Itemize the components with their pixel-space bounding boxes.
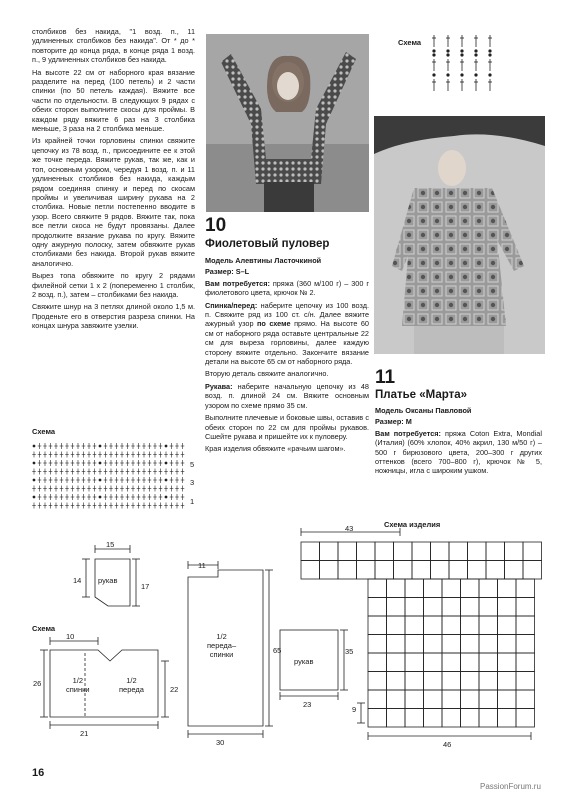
motif-square <box>405 598 424 617</box>
motif-square <box>405 672 424 691</box>
model-11-needs: Вам потребуется: пряжа Coton Extra, Mondial (Италия) (60% хлопок, 40% акрил, 130 м/50 г) – 500 г бирюзового цвета, 200–300 г других оттенков (всего 700–800 г), крючок № 5, ножницы, игла с широким ушком. <box>375 428 542 476</box>
dim-11: 11 <box>198 561 206 570</box>
motif-square <box>368 672 387 691</box>
model-10-second: Вторую деталь свяжите аналогично. <box>205 369 329 379</box>
motif-square <box>479 690 498 709</box>
motif-square <box>424 598 443 617</box>
motif-square <box>461 653 480 672</box>
schema-pattern-label: Схема <box>32 624 56 633</box>
photo-model-10 <box>206 34 369 212</box>
motif-square <box>387 709 406 728</box>
motif-square <box>505 561 524 580</box>
motif-square <box>468 542 487 561</box>
paragraph: Свяжите шнур на 3 петлях длиной около 1,5 м. Проденьте его в отверстия разреза спинки. На концах шнура завяжите узелки. <box>32 302 195 331</box>
schema-top-label: Схема <box>398 38 422 47</box>
chain-stitch-mark <box>165 496 167 498</box>
motif-square <box>486 561 505 580</box>
motif-square <box>424 635 443 654</box>
motif-square <box>479 653 498 672</box>
dim-43: 43 <box>345 524 354 533</box>
motif-square <box>516 672 535 691</box>
motif-square <box>442 579 461 598</box>
pattern-right-grid <box>295 520 555 745</box>
motif-square <box>357 561 376 580</box>
motif-square <box>516 653 535 672</box>
dim-30: 30 <box>216 738 225 747</box>
paragraph: столбиков без накида, "1 возд. п., 11 удлиненных столбиков без накида". От * до * повторите до конца ряда, в конце ряда 1 возд. п., 9 удлиненных столбиков без накида. <box>32 27 195 65</box>
motif-square <box>516 616 535 635</box>
motif-square <box>368 653 387 672</box>
motif-square <box>442 690 461 709</box>
model-10-sleeves: Рукава: наберите начальную цепочку из 48 возд. п. длиной 24 см. Вяжите основным узором по схеме прямо 35 см. <box>205 381 369 410</box>
model-10-needs: Вам потребуется: пряжа (360 м/100 г) – 300 г фиолетового цвета, крючок № 2. <box>205 278 369 298</box>
model-11-author: Модель Оксаны Павловой <box>375 406 472 415</box>
model-10-number: 10 <box>205 215 227 236</box>
motif-square <box>387 672 406 691</box>
motif-square <box>368 709 387 728</box>
motif-square <box>498 598 517 617</box>
motif-square <box>387 598 406 617</box>
chain-stitch-mark <box>33 496 35 498</box>
model-10-text <box>205 256 369 457</box>
front-half-label: 1/2 переда <box>119 676 144 694</box>
motif-square <box>449 561 468 580</box>
motif-square <box>498 709 517 728</box>
photo-model-11 <box>374 116 545 354</box>
motif-square <box>498 672 517 691</box>
dim-35: 35 <box>345 647 354 656</box>
chain-stitch-mark <box>165 462 167 464</box>
motif-square <box>320 561 339 580</box>
motif-square <box>387 690 406 709</box>
motif-square <box>387 653 406 672</box>
motif-square <box>516 635 535 654</box>
motif-square <box>301 561 320 580</box>
motif-square <box>449 542 468 561</box>
motif-square <box>461 616 480 635</box>
schema-left-chart <box>32 441 202 513</box>
schema-product-label: Схема изделия <box>384 520 441 529</box>
chain-stitch-mark <box>33 445 35 447</box>
photo-model-10-illustration <box>206 34 369 212</box>
model-10-assembly: Выполните плечевые и боковые швы, оставив с обеих сторон по 22 см для проймы рукавов. Сшейте рукава и пришейте их к пуловеру. <box>205 413 369 441</box>
motif-square <box>387 635 406 654</box>
motif-square <box>424 672 443 691</box>
motif-square <box>431 542 450 561</box>
chain-stitch-mark <box>99 496 101 498</box>
dim-14: 14 <box>73 576 82 585</box>
paragraph: На высоте 22 см от наборного края вязание разделите на перед (100 петель) и 2 части спинки (по 50 петель каждая). Вяжите все части по отдельности. В следующих 9 рядах с обеих сторон выполните скосы для проймы. В каждом ряду вяжите 6 раз на 3 столбика меньше, 3 раза на 2 столбика меньше. <box>32 67 195 134</box>
motif-square <box>368 598 387 617</box>
body-half-label: 1/2 переда– спинки <box>207 632 237 659</box>
motif-square <box>479 709 498 728</box>
paragraph: Из крайней точки горловины спинки свяжите цепочку из 78 возд. п., присоедините ее к этой же точке переда. Вяжите рукав, так же, как и топ, основным узором, чередуя 1 возд. п. и 11 удлиненных столбиков без накида, каждым рядом соединяя спинку и перед по скосам проймы и увеличивая ширину рукава на 2 столбика. Новые петли постепенно вводите в узор. Всего свяжите 9 рядов. Вяжите так, пока все петли скоса не будут провязаны. Далее продолжите вязание рукава по кругу. Вяжите одну ажурную полоску, затем обвяжите рукав столбиками без накида. Второй рукав вяжите аналогично. <box>32 136 195 268</box>
motif-square <box>461 579 480 598</box>
paragraph: Вырез топа обвяжите по кругу 2 рядами филейной сетки 1 х 2 (попеременно 1 столбик, 2 возд. п.), затем – столбиками без накида. <box>32 271 195 299</box>
motif-square <box>461 598 480 617</box>
motif-square <box>394 542 413 561</box>
dim-22: 22 <box>170 685 179 694</box>
row-label-1: 1 <box>190 497 195 506</box>
motif-square <box>320 542 339 561</box>
model-10-title: Фиолетовый пуловер <box>205 238 330 250</box>
pattern-left <box>20 535 190 750</box>
model-10-back: Спинка/перед: наберите цепочку из 100 возд. п. Свяжите ряд из 100 ст. с/н. Далее вяжите ажурный узор по схеме прямо. На высоте 60 см от наборного ряда оставьте центральные 22 см для выреза горловины, далее каждую сторону вяжите отдельно. Закончите вязание детали на высоте 65 см от наборного ряда. <box>205 300 369 367</box>
sleeve-label: рукав <box>98 576 118 585</box>
motif-square <box>468 561 487 580</box>
motif-square <box>387 579 406 598</box>
motif-square <box>412 561 431 580</box>
motif-square <box>405 709 424 728</box>
mid-sleeve-label: рукав <box>294 657 314 666</box>
motif-square <box>516 598 535 617</box>
motif-square <box>498 616 517 635</box>
motif-square <box>442 616 461 635</box>
page-number: 16 <box>32 767 45 779</box>
motif-square <box>523 561 542 580</box>
motif-square <box>516 579 535 598</box>
motif-square <box>505 542 524 561</box>
motif-square <box>479 635 498 654</box>
motif-square <box>368 616 387 635</box>
motif-square <box>405 579 424 598</box>
dim-65: 65 <box>273 646 282 655</box>
dim-23: 23 <box>303 700 312 709</box>
motif-square <box>461 690 480 709</box>
motif-square <box>431 561 450 580</box>
model-11-text <box>375 406 542 479</box>
motif-square <box>486 542 505 561</box>
motif-square <box>523 542 542 561</box>
motif-square <box>424 616 443 635</box>
motif-square <box>461 635 480 654</box>
chain-stitch-mark <box>165 479 167 481</box>
motif-square <box>442 709 461 728</box>
motif-square <box>368 579 387 598</box>
chain-stitch-mark <box>99 479 101 481</box>
motif-square <box>412 542 431 561</box>
motif-square <box>461 709 480 728</box>
motif-square <box>405 616 424 635</box>
motif-square <box>479 579 498 598</box>
motif-square <box>387 616 406 635</box>
motif-square <box>338 561 357 580</box>
dim-17: 17 <box>141 582 150 591</box>
motif-square <box>442 672 461 691</box>
motif-square <box>498 690 517 709</box>
motif-square <box>338 542 357 561</box>
schema-top-chart <box>430 33 498 93</box>
motif-square <box>301 542 320 561</box>
motif-square <box>368 690 387 709</box>
motif-square <box>405 635 424 654</box>
motif-square <box>375 561 394 580</box>
schema-left-label: Схема <box>32 427 56 436</box>
motif-square <box>479 616 498 635</box>
back-half-label: 1/2 спинки <box>66 676 90 694</box>
motif-square <box>516 690 535 709</box>
model-11-number: 11 <box>375 367 396 388</box>
motif-square <box>394 561 413 580</box>
dim-15: 15 <box>106 540 115 549</box>
dim-26: 26 <box>33 679 42 688</box>
model-10-size: Размер: S–L <box>205 267 250 277</box>
motif-square <box>368 635 387 654</box>
model-10-author: Модель Алевтины Ласточкиной <box>205 256 322 265</box>
chain-stitch-mark <box>33 462 35 464</box>
motif-square <box>405 653 424 672</box>
motif-square <box>442 653 461 672</box>
left-text-column <box>32 27 195 334</box>
photo-model-11-illustration <box>374 116 545 354</box>
watermark: PassionForum.ru <box>480 782 541 791</box>
motif-square <box>424 653 443 672</box>
motif-square <box>424 690 443 709</box>
model-11-title: Платье «Марта» <box>375 389 468 401</box>
motif-square <box>498 635 517 654</box>
motif-square <box>424 579 443 598</box>
motif-square <box>498 579 517 598</box>
motif-square <box>498 653 517 672</box>
dim-46: 46 <box>443 740 452 749</box>
motif-square <box>442 598 461 617</box>
motif-square <box>461 672 480 691</box>
motif-square <box>479 598 498 617</box>
chain-stitch-mark <box>165 445 167 447</box>
model-10-edge: Края изделия обвяжите «рачьим шагом». <box>205 444 346 454</box>
motif-square <box>442 635 461 654</box>
chain-stitch-mark <box>99 445 101 447</box>
motif-square <box>516 709 535 728</box>
motif-square <box>375 542 394 561</box>
row-label-5: 5 <box>190 460 195 469</box>
motif-square <box>424 709 443 728</box>
model-11-size: Размер: М <box>375 417 412 427</box>
dim-10: 10 <box>66 632 75 641</box>
motif-square <box>357 542 376 561</box>
dim-9: 9 <box>352 705 357 714</box>
row-label-3: 3 <box>190 478 195 487</box>
motif-square <box>405 690 424 709</box>
chain-stitch-mark <box>99 462 101 464</box>
dim-21: 21 <box>80 729 89 738</box>
chain-stitch-mark <box>33 479 35 481</box>
motif-square <box>479 672 498 691</box>
